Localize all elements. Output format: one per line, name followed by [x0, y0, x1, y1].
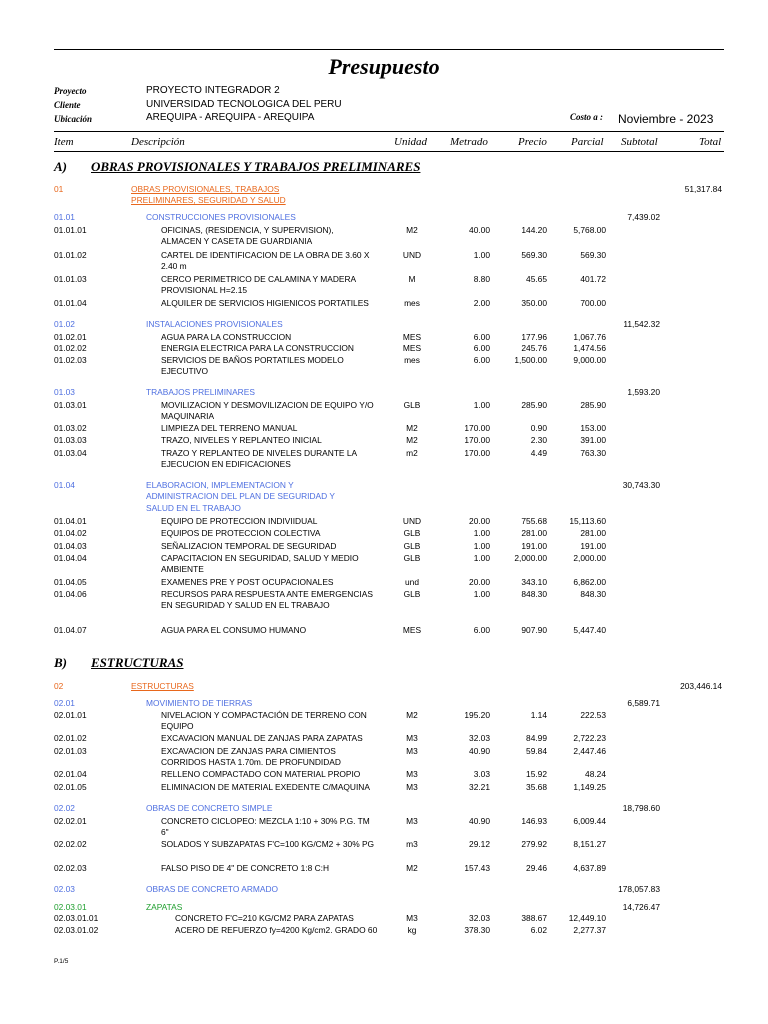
- metrado-cell: 6.00: [473, 332, 490, 342]
- parcial-cell: 700.00: [580, 298, 606, 308]
- item-cell: 02.01.03: [54, 746, 87, 756]
- precio-cell: 569.30: [521, 250, 547, 260]
- description-cell: FALSO PISO DE 4" DE CONCRETO 1:8 C:H: [161, 863, 330, 873]
- description-cell: ESTRUCTURAS: [131, 681, 194, 691]
- precio-cell: 4.49: [530, 448, 547, 458]
- item-cell: 01.01.02: [54, 250, 87, 260]
- col-descripcion-header: Descripción: [131, 136, 185, 148]
- metrado-cell: 6.00: [473, 355, 490, 365]
- description-cell: CONSTRUCCIONES PROVISIONALES: [146, 212, 296, 222]
- item-cell: 02.01.02: [54, 733, 87, 743]
- metrado-cell: 8.80: [473, 274, 490, 284]
- unit-cell: GLB: [403, 589, 421, 599]
- unit-cell: GLB: [403, 541, 421, 551]
- section-b-title: ESTRUCTURAS: [91, 655, 184, 670]
- page-title: Presupuesto: [328, 54, 440, 79]
- item-cell: 02.03.01.02: [54, 925, 99, 935]
- metrado-cell: 32.03: [469, 733, 490, 743]
- precio-cell: 2.30: [530, 435, 547, 445]
- total-cell: 51,317.84: [684, 184, 722, 194]
- precio-cell: 35.68: [526, 782, 547, 792]
- precio-cell: 15.92: [526, 769, 547, 779]
- precio-cell: 245.76: [521, 343, 547, 353]
- col-unidad-header: Unidad: [394, 136, 427, 148]
- precio-cell: 279.92: [521, 839, 547, 849]
- parcial-cell: 15,113.60: [569, 516, 606, 526]
- precio-cell: 84.99: [526, 733, 547, 743]
- item-cell: 02.01.01: [54, 710, 87, 720]
- description-cell: ACERO DE REFUERZO fy=4200 Kg/cm2. GRADO 60: [175, 925, 378, 935]
- subtotal-cell: 18,798.60: [622, 803, 660, 813]
- item-cell: 01.01.04: [54, 298, 87, 308]
- description-cell: CONCRETO CICLOPEO: MEZCLA 1:10 + 30% P.G. TM 6": [161, 816, 370, 838]
- parcial-cell: 48.24: [585, 769, 606, 779]
- precio-cell: 343.10: [521, 577, 547, 587]
- proyecto-value: PROYECTO INTEGRADOR 2: [146, 85, 280, 96]
- description-cell: ALQUILER DE SERVICIOS HIGIENICOS PORTATILES: [161, 298, 369, 308]
- description-cell: SEÑALIZACION TEMPORAL DE SEGURIDAD: [161, 541, 337, 551]
- precio-cell: 285.90: [521, 400, 547, 410]
- precio-cell: 0.90: [530, 423, 547, 433]
- item-cell: 02.02.02: [54, 839, 87, 849]
- col-item-header: Item: [54, 136, 74, 148]
- precio-cell: 755.68: [521, 516, 547, 526]
- description-cell: MOVIMIENTO DE TIERRAS: [146, 698, 253, 708]
- description-cell: CAPACITACION EN SEGURIDAD, SALUD Y MEDIO AMBIENTE: [161, 553, 359, 575]
- parcial-cell: 848.30: [580, 589, 606, 599]
- description-cell: CONCRETO F'C=210 KG/CM2 PARA ZAPATAS: [175, 913, 354, 923]
- description-cell: ENERGIA ELECTRICA PARA LA CONSTRUCCION: [161, 343, 354, 353]
- unit-cell: und: [405, 577, 419, 587]
- item-cell: 02.03.01.01: [54, 913, 99, 923]
- costo-label: Costo a :: [570, 112, 604, 122]
- precio-cell: 350.00: [521, 298, 547, 308]
- description-cell: AGUA PARA EL CONSUMO HUMANO: [161, 625, 307, 635]
- description-cell: CARTEL DE IDENTIFICACION DE LA OBRA DE 3.60 X 2.40 m: [161, 250, 370, 272]
- description-cell: SOLADOS Y SUBZAPATAS F'C=100 KG/CM2 + 30% PG: [161, 839, 375, 849]
- subtotal-cell: 6,589.71: [627, 698, 660, 708]
- parcial-cell: 191.00: [580, 541, 606, 551]
- metrado-cell: 40.90: [469, 746, 490, 756]
- col-precio-header: Precio: [518, 136, 547, 148]
- precio-cell: 1.14: [530, 710, 547, 720]
- parcial-cell: 6,009.44: [573, 816, 606, 826]
- unit-cell: M3: [406, 816, 418, 826]
- metrado-cell: 32.21: [469, 782, 490, 792]
- metrado-cell: 170.00: [464, 448, 490, 458]
- unit-cell: m3: [406, 839, 418, 849]
- ubicacion-label: Ubicación: [54, 114, 92, 124]
- proyecto-label: Proyecto: [54, 86, 87, 96]
- unit-cell: M3: [406, 733, 418, 743]
- precio-cell: 144.20: [521, 225, 547, 235]
- subtotal-cell: 30,743.30: [622, 480, 660, 490]
- description-cell: EXCAVACION MANUAL DE ZANJAS PARA ZAPATAS: [161, 733, 363, 743]
- item-cell: 02.01.04: [54, 769, 87, 779]
- col-metrado-header: Metrado: [450, 136, 488, 148]
- item-cell: 02.03: [54, 884, 75, 894]
- item-cell: 01.04.06: [54, 589, 87, 599]
- item-cell: 01.01.03: [54, 274, 87, 284]
- unit-cell: m2: [406, 448, 418, 458]
- item-cell: 01.04.04: [54, 553, 87, 563]
- description-cell: TRAZO Y REPLANTEO DE NIVELES DURANTE LA EJECUCION EN EDIFICACIONES: [161, 448, 357, 470]
- metrado-cell: 1.00: [473, 553, 490, 563]
- total-cell: 203,446.14: [680, 681, 722, 691]
- metrado-cell: 157.43: [464, 863, 490, 873]
- description-cell: RELLENO COMPACTADO CON MATERIAL PROPIO: [161, 769, 361, 779]
- item-cell: 01.02: [54, 319, 75, 329]
- item-cell: 01.03.03: [54, 435, 87, 445]
- unit-cell: GLB: [403, 528, 421, 538]
- metrado-cell: 1.00: [473, 589, 490, 599]
- unit-cell: M2: [406, 435, 418, 445]
- item-cell: 02.01: [54, 698, 75, 708]
- metrado-cell: 2.00: [473, 298, 490, 308]
- parcial-cell: 153.00: [580, 423, 606, 433]
- item-cell: 02.02.01: [54, 816, 87, 826]
- precio-cell: 907.90: [521, 625, 547, 635]
- parcial-cell: 2,000.00: [573, 553, 606, 563]
- metrado-cell: 20.00: [469, 577, 490, 587]
- precio-cell: 281.00: [521, 528, 547, 538]
- description-cell: OBRAS PROVISIONALES, TRABAJOS PRELIMINARES, SEGURIDAD Y SALUD: [131, 184, 286, 206]
- item-cell: 01.04.01: [54, 516, 87, 526]
- precio-cell: 146.93: [521, 816, 547, 826]
- section-a-letter: A): [54, 159, 67, 174]
- parcial-cell: 8,151.27: [573, 839, 606, 849]
- description-cell: AGUA PARA LA CONSTRUCCION: [161, 332, 292, 342]
- parcial-cell: 2,722.23: [573, 733, 606, 743]
- precio-cell: 388.67: [521, 913, 547, 923]
- parcial-cell: 2,447.46: [573, 746, 606, 756]
- unit-cell: M3: [406, 913, 418, 923]
- item-cell: 01.02.01: [54, 332, 87, 342]
- cliente-value: UNIVERSIDAD TECNOLOGICA DEL PERU: [146, 99, 342, 110]
- parcial-cell: 222.53: [580, 710, 606, 720]
- item-cell: 01.04.02: [54, 528, 87, 538]
- description-cell: SERVICIOS DE BAÑOS PORTATILES MODELO EJECUTIVO: [161, 355, 344, 377]
- item-cell: 01.04.05: [54, 577, 87, 587]
- parcial-cell: 1,067.76: [573, 332, 606, 342]
- description-cell: ELIMINACION DE MATERIAL EXEDENTE C/MAQUINA: [161, 782, 370, 792]
- metrado-cell: 1.00: [473, 250, 490, 260]
- page-number: P.1/5: [54, 958, 69, 965]
- item-cell: 01.03.02: [54, 423, 87, 433]
- description-cell: CERCO PERIMETRICO DE CALAMINA Y MADERA PROVISIONAL H=2.15: [161, 274, 356, 296]
- precio-cell: 29.46: [526, 863, 547, 873]
- item-cell: 01.03: [54, 387, 75, 397]
- subtotal-cell: 1,593.20: [627, 387, 660, 397]
- item-cell: 02: [54, 681, 64, 691]
- unit-cell: M3: [406, 782, 418, 792]
- parcial-cell: 1,149.25: [573, 782, 606, 792]
- item-cell: 01.02.03: [54, 355, 87, 365]
- parcial-cell: 2,277.37: [573, 925, 606, 935]
- metrado-cell: 3.03: [473, 769, 490, 779]
- subtotal-cell: 7,439.02: [627, 212, 660, 222]
- description-cell: EQUIPOS DE PROTECCION COLECTIVA: [161, 528, 321, 538]
- unit-cell: M3: [406, 769, 418, 779]
- metrado-cell: 32.03: [469, 913, 490, 923]
- precio-cell: 1,500.00: [514, 355, 547, 365]
- item-cell: 01.04.07: [54, 625, 87, 635]
- unit-cell: mes: [404, 298, 420, 308]
- precio-cell: 59.84: [526, 746, 547, 756]
- description-cell: OBRAS DE CONCRETO SIMPLE: [146, 803, 273, 813]
- col-total-header: Total: [699, 136, 722, 148]
- item-cell: 02.02: [54, 803, 75, 813]
- item-cell: 02.01.05: [54, 782, 87, 792]
- parcial-cell: 391.00: [580, 435, 606, 445]
- item-cell: 01.04.03: [54, 541, 87, 551]
- ubicacion-value: AREQUIPA - AREQUIPA - AREQUIPA: [146, 112, 315, 123]
- subtotal-cell: 14,726.47: [622, 902, 660, 912]
- precio-cell: 6.02: [530, 925, 547, 935]
- unit-cell: kg: [407, 925, 417, 935]
- unit-cell: M2: [406, 710, 418, 720]
- parcial-cell: 4,637.89: [573, 863, 606, 873]
- unit-cell: M2: [406, 423, 418, 433]
- metrado-cell: 170.00: [464, 435, 490, 445]
- metrado-cell: 195.20: [464, 710, 490, 720]
- description-cell: OBRAS DE CONCRETO ARMADO: [146, 884, 279, 894]
- subtotal-cell: 178,057.83: [618, 884, 660, 894]
- parcial-cell: 285.90: [580, 400, 606, 410]
- metrado-cell: 378.30: [464, 925, 490, 935]
- col-subtotal-header: Subtotal: [621, 136, 658, 148]
- parcial-cell: 5,768.00: [573, 225, 606, 235]
- cliente-label: Cliente: [54, 100, 81, 110]
- description-cell: NIVELACION Y COMPACTACIÓN DE TERRENO CON EQUIPO: [161, 710, 367, 732]
- precio-cell: 45.65: [526, 274, 547, 284]
- precio-cell: 2,000.00: [514, 553, 547, 563]
- parcial-cell: 1,474.56: [573, 343, 606, 353]
- precio-cell: 191.00: [521, 541, 547, 551]
- subtotal-cell: 11,542.32: [623, 319, 660, 329]
- unit-cell: M2: [406, 225, 418, 235]
- precio-cell: 177.96: [521, 332, 547, 342]
- description-cell: RECURSOS PARA RESPUESTA ANTE EMERGENCIAS EN SEGURIDAD Y SALUD EN EL TRABAJO: [161, 589, 373, 611]
- item-cell: 02.02.03: [54, 863, 87, 873]
- description-cell: EXAMENES PRE Y POST OCUPACIONALES: [161, 577, 334, 587]
- metrado-cell: 1.00: [473, 528, 490, 538]
- description-cell: ELABORACION, IMPLEMENTACION Y ADMINISTRACION DEL PLAN DE SEGURIDAD Y SALUD EN EL TRABAJO: [146, 480, 335, 513]
- description-cell: OFICINAS, (RESIDENCIA, Y SUPERVISION), ALMACEN Y CASETA DE GUARDIANIA: [161, 225, 334, 247]
- description-cell: MOVILIZACION Y DESMOVILIZACION DE EQUIPO Y/O MAQUINARIA: [161, 400, 374, 422]
- unit-cell: mes: [404, 355, 420, 365]
- description-cell: EQUIPO DE PROTECCION INDIVIIDUAL: [161, 516, 318, 526]
- metrado-cell: 6.00: [473, 625, 490, 635]
- item-cell: 01.01.01: [54, 225, 87, 235]
- section-b-letter: B): [54, 655, 67, 670]
- unit-cell: MES: [402, 332, 422, 342]
- description-cell: LIMPIEZA DEL TERRENO MANUAL: [161, 423, 298, 433]
- unit-cell: GLB: [403, 553, 421, 563]
- metrado-cell: 40.90: [469, 816, 490, 826]
- parcial-cell: 569.30: [580, 250, 606, 260]
- unit-cell: UND: [402, 516, 422, 526]
- parcial-cell: 6,862.00: [573, 577, 606, 587]
- unit-cell: MES: [402, 343, 422, 353]
- item-cell: 01.04: [54, 480, 75, 490]
- parcial-cell: 12,449.10: [568, 913, 606, 923]
- description-cell: ZAPATAS: [146, 902, 183, 912]
- unit-cell: M: [408, 274, 416, 284]
- description-cell: INSTALACIONES PROVISIONALES: [146, 319, 283, 329]
- precio-cell: 848.30: [521, 589, 547, 599]
- item-cell: 01.03.04: [54, 448, 87, 458]
- item-cell: 01.02.02: [54, 343, 87, 353]
- col-parcial-header: Parcial: [571, 136, 604, 148]
- metrado-cell: 40.00: [469, 225, 490, 235]
- parcial-cell: 5,447.40: [573, 625, 606, 635]
- item-cell: 01.01: [54, 212, 75, 222]
- description-cell: TRABAJOS PRELIMINARES: [146, 387, 255, 397]
- description-cell: TRAZO, NIVELES Y REPLANTEO INICIAL: [161, 435, 322, 445]
- item-cell: 01: [54, 184, 64, 194]
- parcial-cell: 281.00: [580, 528, 606, 538]
- unit-cell: M3: [406, 746, 418, 756]
- section-a-title: OBRAS PROVISIONALES Y TRABAJOS PRELIMINARES: [91, 159, 421, 174]
- unit-cell: UND: [402, 250, 422, 260]
- metrado-cell: 20.00: [469, 516, 490, 526]
- unit-cell: M2: [406, 863, 418, 873]
- description-cell: EXCAVACION DE ZANJAS PARA CIMIENTOS CORRIDOS HASTA 1.70m. DE PROFUNDIDAD: [161, 746, 341, 768]
- metrado-cell: 170.00: [464, 423, 490, 433]
- item-cell: 01.03.01: [54, 400, 87, 410]
- parcial-cell: 763.30: [580, 448, 606, 458]
- unit-cell: GLB: [403, 400, 421, 410]
- metrado-cell: 1.00: [473, 400, 490, 410]
- metrado-cell: 1.00: [473, 541, 490, 551]
- parcial-cell: 401.72: [580, 274, 606, 284]
- costo-value: Noviembre - 2023: [618, 112, 714, 126]
- item-cell: 02.03.01: [54, 902, 87, 912]
- parcial-cell: 9,000.00: [573, 355, 606, 365]
- unit-cell: MES: [402, 625, 422, 635]
- metrado-cell: 6.00: [473, 343, 490, 353]
- metrado-cell: 29.12: [469, 839, 490, 849]
